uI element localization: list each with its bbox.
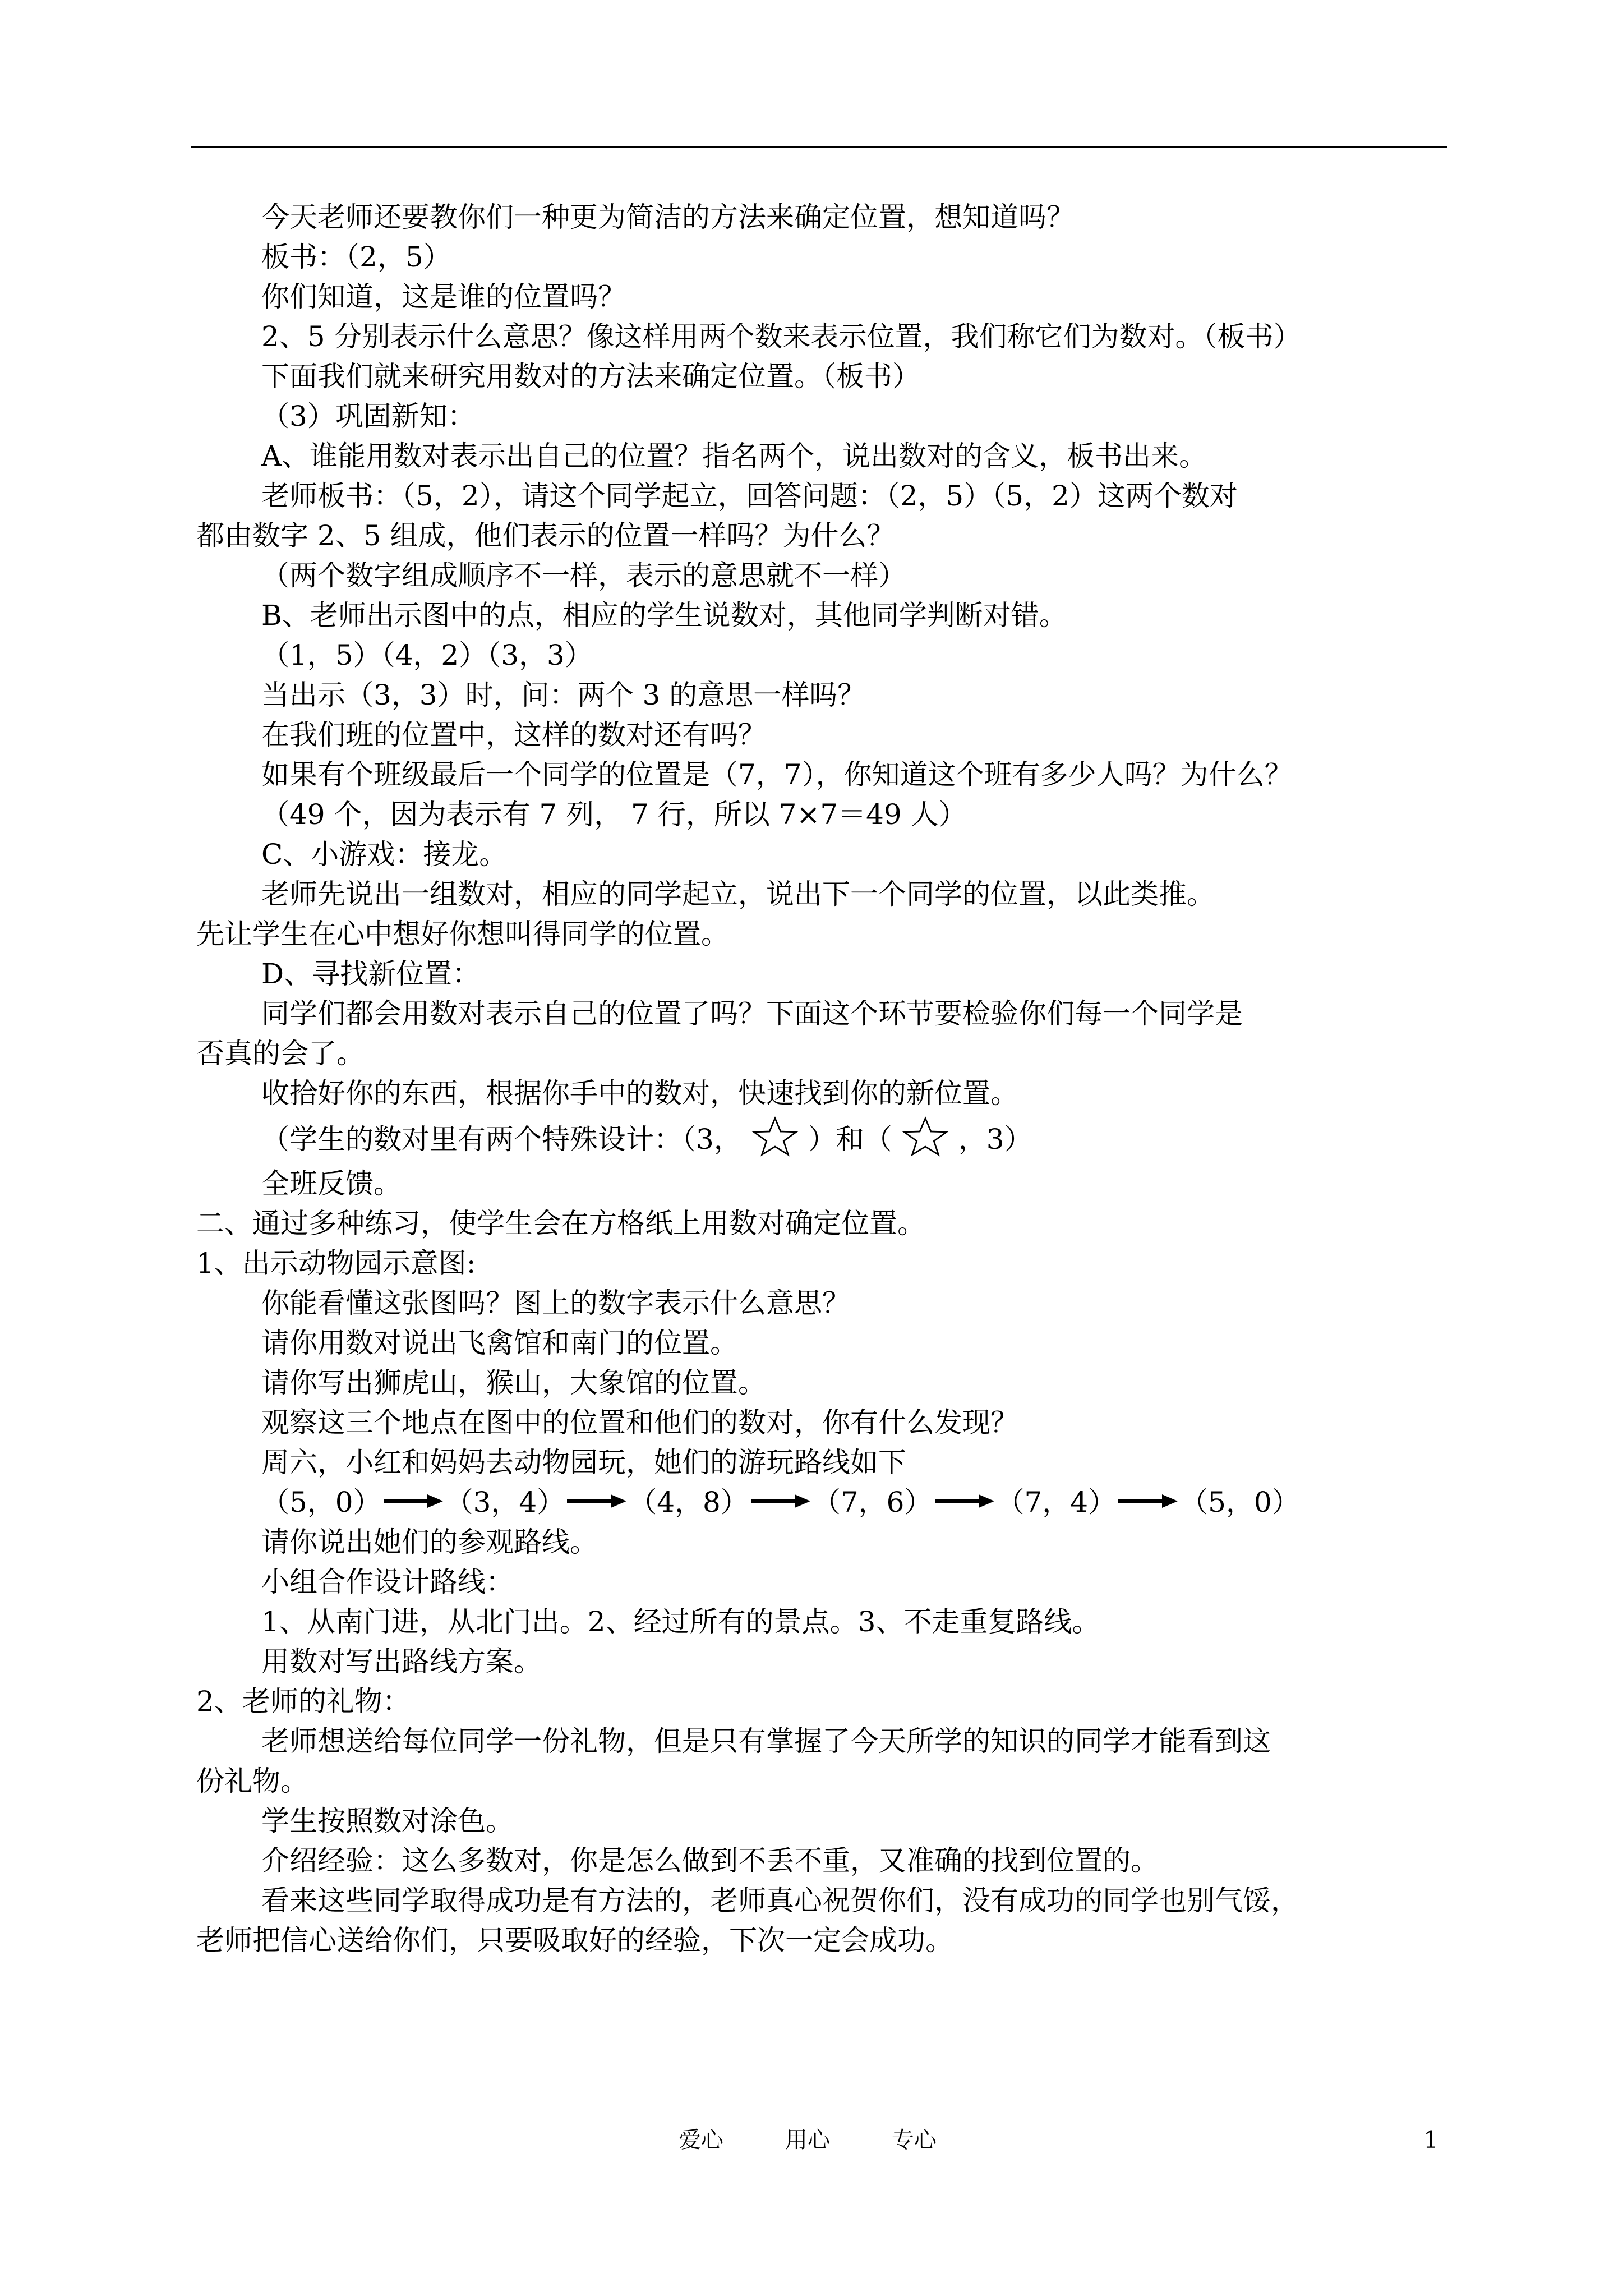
text-line: 全班反馈。: [261, 1167, 402, 1200]
route-point: （5，0）: [1180, 1486, 1300, 1519]
route-point: （4，8）: [629, 1486, 749, 1519]
text-line: 看来这些同学取得成功是有方法的，老师真心祝贺你们，没有成功的同学也别气馁，: [261, 1884, 1299, 1917]
text-line: 老师想送给每位同学一份礼物，但是只有掌握了今天所学的知识的同学才能看到这: [261, 1725, 1271, 1757]
route-point: （7，4）: [996, 1486, 1117, 1519]
text-line: 周六，小红和妈妈去动物园玩，她们的游玩路线如下: [261, 1446, 906, 1479]
text-line: 用数对写出路线方案。: [261, 1645, 542, 1678]
special-text-3: ，3）: [958, 1123, 1032, 1156]
text-line: 否真的会了。: [196, 1037, 365, 1070]
text-line: 下面我们就来研究用数对的方法来确定位置。（板书）: [261, 360, 920, 393]
text-line: 先让学生在心中想好你想叫得同学的位置。: [196, 918, 729, 950]
text-line: 你们知道，这是谁的位置吗？: [261, 280, 626, 313]
text-line: 在我们班的位置中，这样的数对还有吗？: [261, 719, 766, 751]
text-line: 今天老师还要教你们一种更为简洁的方法来确定位置，想知道吗？: [261, 201, 1075, 233]
footer-item: 专心: [892, 2127, 937, 2153]
text-line: （49 个，因为表示有 7 列， 7 行，所以 7×7＝49 人）: [261, 798, 967, 831]
text-line: 当出示（3，3）时，问：两个 3 的意思一样吗？: [261, 679, 866, 711]
text-line: 如果有个班级最后一个同学的位置是（7，7），你知道这个班有多少人吗？为什么？: [261, 758, 1293, 791]
star-outline-icon: [900, 1116, 951, 1157]
right-arrow-icon: [750, 1493, 811, 1510]
text-line: 请你用数对说出飞禽馆和南门的位置。: [261, 1327, 738, 1359]
text-line: 你能看懂这张图吗？图上的数字表示什么意思？: [261, 1287, 850, 1319]
route-point: （5，0）: [261, 1486, 381, 1519]
text-line: 学生按照数对涂色。: [261, 1805, 514, 1837]
text-line: （两个数字组成顺序不一样，表示的意思就不一样）: [261, 559, 906, 592]
text-line: 观察这三个地点在图中的位置和他们的数对，你有什么发现？: [261, 1406, 1018, 1439]
header-rule: [191, 146, 1447, 148]
text-line: 2、5 分别表示什么意思？像这样用两个数来表示位置，我们称它们为数对。（板书）: [261, 320, 1302, 353]
text-line: 1、从南门进，从北门出。2、经过所有的景点。3、不走重复路线。: [261, 1605, 1100, 1638]
text-line: C、小游戏：接龙。: [261, 838, 508, 871]
text-line: 请你写出狮虎山，猴山，大象馆的位置。: [261, 1366, 766, 1399]
right-arrow-icon: [934, 1493, 995, 1510]
text-line: 小组合作设计路线：: [261, 1566, 514, 1598]
text-line: 老师把信心送给你们，只要吸取好的经验，下次一定会成功。: [196, 1924, 953, 1957]
right-arrow-icon: [382, 1493, 444, 1510]
text-line: 板书：（2，5）: [261, 241, 451, 273]
route-point: （3，4）: [445, 1486, 565, 1519]
subsection-heading: 1、出示动物园示意图:: [196, 1247, 476, 1280]
star-outline-icon: [750, 1116, 800, 1157]
page-number: 1: [1423, 2126, 1438, 2154]
footer-item: 爱心: [679, 2127, 723, 2153]
text-line: 都由数字 2、5 组成，他们表示的位置一样吗？为什么？: [196, 519, 895, 552]
text-line: （1，5）（4，2）（3，3）: [261, 639, 593, 671]
subsection-heading: 2、老师的礼物：: [196, 1685, 411, 1718]
text-line: 请你说出她们的参观路线。: [261, 1526, 598, 1558]
text-line: 老师先说出一组数对，相应的同学起立，说出下一个同学的位置，以此类推。: [261, 878, 1215, 910]
text-line: 介绍经验：这么多数对，你是怎么做到不丢不重，又准确的找到位置的。: [261, 1844, 1159, 1877]
special-design-line: [261, 1116, 1032, 1157]
page-footer: [679, 2126, 998, 2154]
right-arrow-icon: [566, 1493, 628, 1510]
text-line: A、谁能用数对表示出自己的位置？指名两个，说出数对的含义，板书出来。: [261, 440, 1207, 472]
special-text-2: ）和（: [808, 1123, 892, 1156]
text-line: 收拾好你的东西，根据你手中的数对，快速找到你的新位置。: [261, 1077, 1018, 1110]
route-point: （7，6）: [812, 1486, 933, 1519]
text-line: B、老师出示图中的点，相应的学生说数对，其他同学判断对错。: [261, 599, 1067, 632]
footer-item: 用心: [785, 2127, 830, 2153]
text-line: （3）巩固新知：: [261, 400, 476, 432]
text-line: 老师板书：（5，2），请这个同学起立，回答问题：（2，5）（5，2）这两个数对: [261, 480, 1238, 512]
route-line: [261, 1485, 1300, 1519]
text-line: 同学们都会用数对表示自己的位置了吗？下面这个环节要检验你们每一个同学是: [261, 997, 1243, 1030]
special-text-1: （学生的数对里有两个特殊设计：（3，: [261, 1123, 742, 1156]
text-line: 份礼物。: [196, 1765, 308, 1797]
section-heading: 二、通过多种练习，使学生会在方格纸上用数对确定位置。: [196, 1207, 925, 1240]
text-line: D、寻找新位置：: [261, 958, 481, 990]
right-arrow-icon: [1117, 1493, 1179, 1510]
